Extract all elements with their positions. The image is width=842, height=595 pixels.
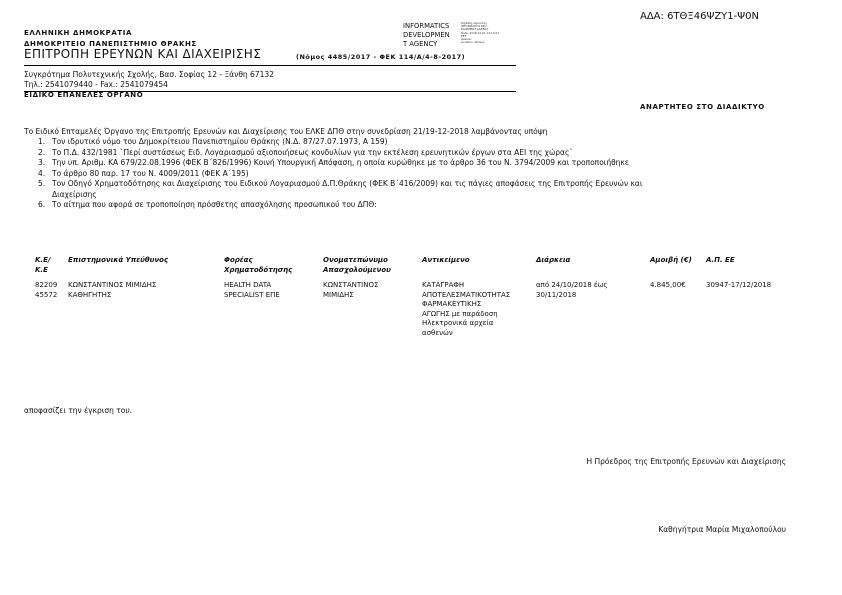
cell-line: ΑΓΩΓΗΣ με παράδοση — [422, 309, 498, 318]
header-line: Κ.Ε — [35, 266, 48, 274]
col-amount-header — [650, 255, 692, 265]
list-item — [38, 200, 642, 211]
signature-name: Καθηγήτρια Μαρία Μιχαλοπούλου — [658, 525, 786, 534]
sig-detail: Digitally signed by — [461, 21, 487, 25]
cell-line: HEALTH DATA — [224, 281, 272, 289]
col-duration-header — [536, 255, 570, 265]
country-label: ΕΛΛΗΝΙΚΗ ΔΗΜΟΚΡΑΤΙΑ — [24, 29, 133, 37]
cell-line: 30/11/2018 — [536, 290, 577, 299]
col-subject-header — [422, 255, 470, 265]
list-item — [38, 169, 642, 180]
item-text: Το Π.Δ. 432/1981 `Περί συστάσεως Ειδ. Λογαριασμού αξιοποιήσεως κονδυλίων για την εκτέλεση ερευνητικών έργων στα ΑΕΙ της χώρας` — [52, 147, 574, 157]
cell-ap: 30947-17/12/2018 — [706, 281, 772, 289]
sig-detail: Location: Athens — [461, 40, 485, 45]
col-funder-header — [224, 255, 292, 275]
sig-detail: EET — [461, 33, 467, 38]
item-number: 4. — [38, 168, 46, 178]
cell-line: 45572 — [35, 290, 58, 299]
list-item — [38, 158, 642, 169]
sig-detail: Date: 2018.12.21 13:10:21 — [461, 30, 499, 35]
signature-details — [461, 22, 499, 44]
cell-line: ΚΑΘΗΓΗΤΗΣ — [68, 290, 112, 299]
cell-responsible — [68, 281, 156, 300]
ada-code: ΑΔΑ: 6ΤΘΞ46ΨΖΥ1-Ψ0Ν — [640, 11, 759, 22]
cell-amount: 4.845,00€ — [650, 281, 686, 289]
header-line: Χρηματοδότησης — [224, 266, 293, 274]
header-line: Φορέας — [224, 256, 253, 264]
list-item — [38, 148, 642, 159]
digital-signature-block — [403, 22, 450, 49]
item-text: Τον Οδηγό Χρηματοδότησης και Διαχείρισης του Ειδικού Λογαριασμού Δ.Π.Θράκης (ΦΕΚ Β΄416/2009) και τις πάγιες αποφάσεις της Επιτροπής Ερευνών και — [52, 179, 643, 188]
sig-detail: Reason: — [461, 37, 473, 42]
header-line: Ονοματεπώνυμο — [323, 256, 388, 264]
cell-line: ΚΑΤΑΓΡΑΦΗ — [422, 281, 465, 289]
signer-line-2: DEVELOPMEN — [403, 31, 450, 39]
university-label: ΔΗΜΟΚΡΙΤΕΙΟ ΠΑΝΕΠΙΣΤΗΜΙΟ ΘΡΑΚΗΣ — [24, 40, 197, 48]
cell-subject — [422, 281, 510, 338]
sig-detail: INFORMATICS DEV — [461, 24, 487, 29]
header-line: Απασχολούμενου — [323, 266, 391, 274]
cell-line: ΑΠΟΤΕΛΕΣΜΑΤΙΚΟΤΗΤΑΣ — [422, 290, 511, 299]
organ-label: ΕΙΔΙΚΟ ΕΠΑΝΕΛΕΣ ΟΡΓΑΝΟ — [24, 91, 144, 99]
col-responsible-header — [68, 255, 168, 265]
intro-text: Το Ειδικό Επταμελές Όργανο της Επιτροπής Ερευνών και Διαχείρισης του ΕΛΚΕ ΔΠΘ στην συνεδρίαση 21/19-12-2018 λαμβάνοντας υπόψη — [24, 127, 548, 136]
decision-text: αποφασίζει την έγκριση του. — [24, 406, 133, 415]
cell-name — [323, 281, 378, 300]
header-line: Α.Π. ΕΕ — [706, 256, 735, 264]
col-name-header — [323, 255, 391, 275]
item-number: 6. — [38, 200, 46, 209]
committee-title: ΕΠΙΤΡΟΠΗ ΕΡΕΥΝΩΝ ΚΑΙ ΔΙΑΧΕΙΡΙΣΗΣ — [24, 47, 262, 61]
cell-line: SPECIALIST ΕΠΕ — [224, 290, 280, 299]
header-line: Αντικείμενο — [422, 256, 470, 264]
cell-ke — [35, 281, 57, 300]
header-line: Αμοιβή (€) — [650, 256, 692, 264]
list-item — [38, 137, 642, 148]
col-ap-header — [706, 255, 735, 265]
item-text: Το αίτημα που αφορά σε τροποποίηση πρόσθετης απασχόλησης προσωπικού του ΔΠΘ: — [52, 200, 377, 209]
cell-line: ΜΙΜΙΔΗΣ — [323, 290, 354, 299]
signer-line-1: INFORMATICS — [403, 22, 450, 30]
col-ke-header — [35, 255, 50, 275]
cell-line: 82209 — [35, 281, 58, 289]
header-rule — [24, 65, 516, 66]
header-line: Επιστημονικά Υπεύθυνος — [68, 256, 169, 264]
cell-funder — [224, 281, 280, 300]
item-text: Το άρθρο 80 παρ. 17 του Ν. 4009/2011 (ΦΕΚ Α΄195) — [52, 168, 249, 178]
law-reference: (Νόμος 4485/2017 - ΦΕΚ 114/Α/4-8-2017) — [296, 53, 466, 61]
item-text: Τον ιδρυτικό νόμο του Δημοκρίτειου Πανεπιστημίου Θράκης (Ν.Δ. 87/27.07.1973, Α 159) — [52, 137, 388, 146]
item-text: Την υπ. Αριθμ. ΚΑ 679/22.08.1996 (ΦΕΚ Β΄826/1996) Κοινή Υπουργική Απόφαση, η οποία κυρώθηκε με το άρθρο 36 του Ν. 3794/2009 και τροποποιήθηκε — [52, 158, 629, 167]
cell-line: ΦΑΡΜΑΚΕΥΤΙΚΗΣ — [422, 300, 482, 308]
item-number: 1. — [38, 137, 46, 146]
header-line: Κ.Ε/ — [35, 256, 51, 264]
cell-line: ασθενών — [422, 328, 453, 337]
cell-line: από 24/10/2018 έως — [536, 281, 608, 289]
item-text: Διαχείρισης — [52, 189, 97, 199]
phone-line: Τηλ.: 2541079440 - Fax.: 2541079454 — [24, 80, 168, 89]
posted-notice: ΑΝΑΡΤΗΤΕΟ ΣΤΟ ΔΙΑΔΙΚΤΥΟ — [640, 103, 765, 111]
list-item — [38, 179, 642, 190]
item-number: 2. — [38, 147, 46, 157]
cell-line: Ηλεκτρονικά αρχεία — [422, 319, 494, 327]
signature-role: Η Πρόεδρος της Επιτροπής Ερευνών και Διαχείρισης — [586, 457, 786, 466]
address-line: Συγκρότημα Πολυτεχνικής Σχολής, Βασ. Σοφίας 12 - Ξάνθη 67132 — [24, 70, 274, 79]
item-number: 3. — [38, 158, 46, 167]
considerations-list — [38, 137, 642, 211]
list-item — [38, 190, 642, 201]
cell-line: ΚΩΝΣΤΑΝΤΙΝΟΣ — [323, 281, 379, 289]
cell-line: ΚΩΝΣΤΑΝΤΙΝΟΣ ΜΙΜΙΔΗΣ — [68, 281, 157, 289]
header-line: Διάρκεια — [536, 256, 571, 264]
sig-detail: ELOPMENT AGENCY — [461, 27, 489, 32]
item-number: 5. — [38, 179, 46, 188]
cell-duration — [536, 281, 608, 300]
signer-line-3: T AGENCY — [403, 40, 438, 48]
